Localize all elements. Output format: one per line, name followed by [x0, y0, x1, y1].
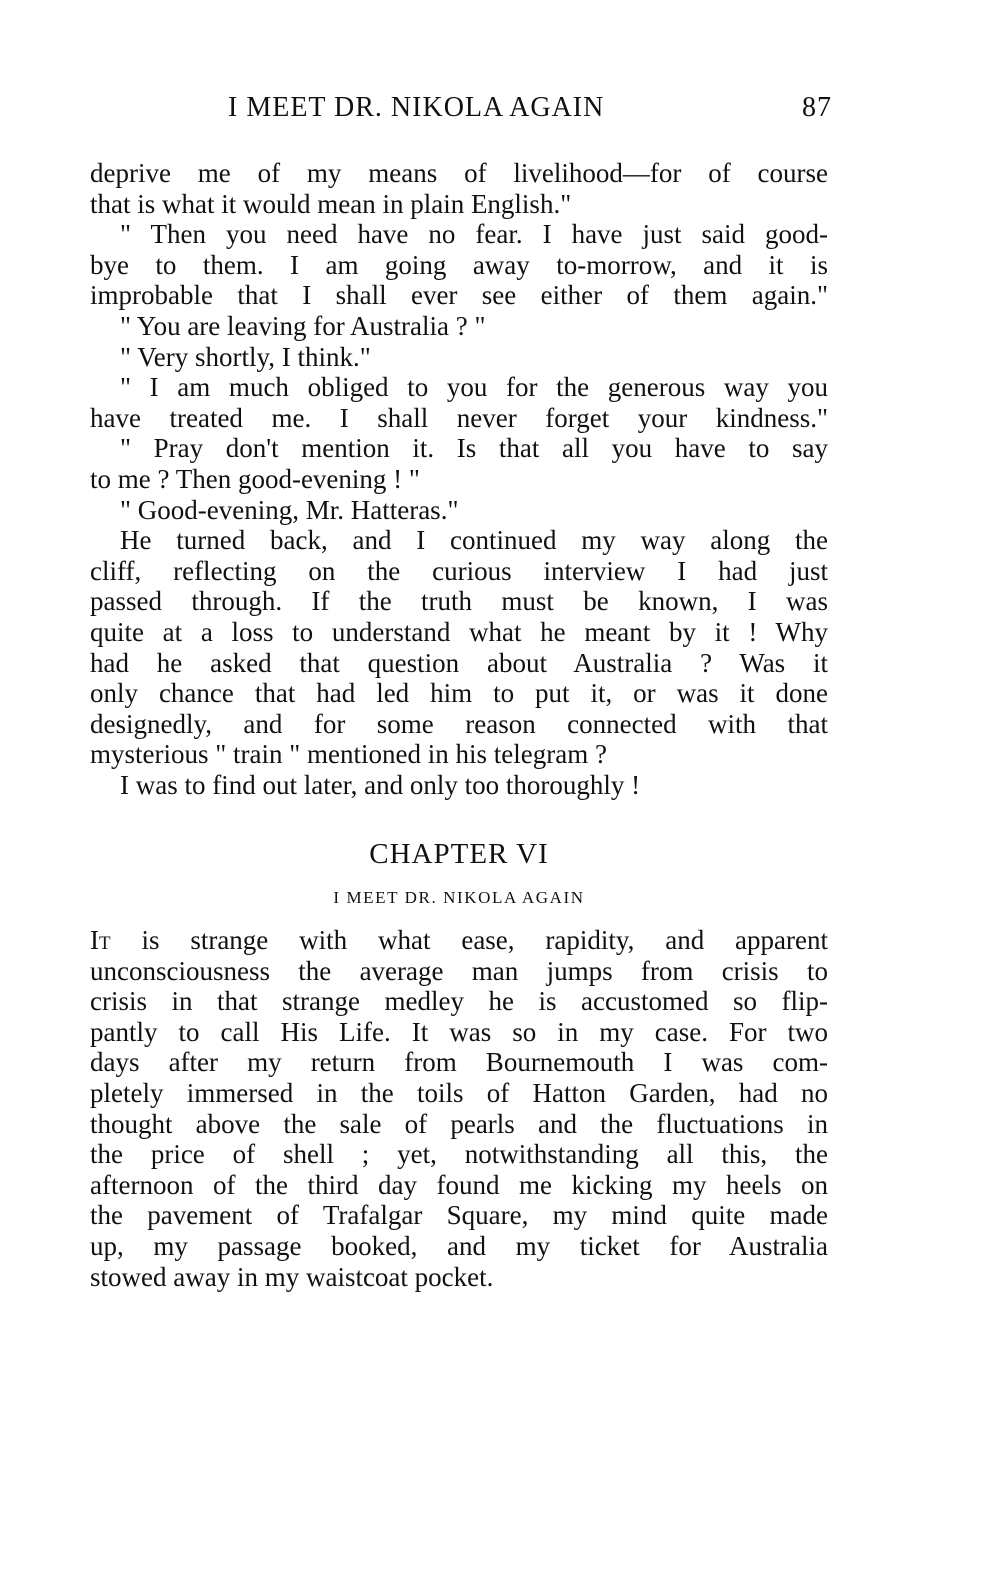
chapter-subtitle: I MEET DR. NIKOLA AGAIN — [333, 888, 585, 907]
text-line: I was to find out later, and only too thoroughly ! — [120, 769, 641, 800]
text-line: " Good-evening, Mr. Hatteras." — [120, 494, 459, 525]
text-line: to me ? Then good-evening ! " — [90, 463, 420, 494]
text-line: bye to them. I am going away to-morrow, and it is — [90, 249, 828, 280]
text-line: designedly, and for some reason connected with that — [90, 708, 828, 739]
text-line: unconsciousness the average man jumps from crisis to — [90, 955, 828, 986]
chapter-first-line-rest: is strange with what ease, rapidity, and apparent — [110, 925, 828, 955]
text-line: mysterious " train " mentioned in his telegram ? — [90, 739, 607, 770]
text-line: the price of shell ; yet, notwithstanding all this, the — [90, 1139, 828, 1170]
text-line: have treated me. I shall never forget your kindness." — [90, 402, 828, 433]
text-line: improbable that I shall ever see either of them again." — [90, 280, 828, 311]
running-head — [90, 92, 832, 132]
text-line: days after my return from Bournemouth I was com- — [90, 1047, 828, 1078]
text-line: He turned back, and I continued my way along the — [120, 525, 828, 556]
text-line: deprive me of my means of livelihood—for of course — [90, 158, 828, 188]
text-line: had he asked that question about Australia ? Was it — [90, 647, 828, 678]
chapter-text — [90, 925, 828, 1292]
text-line: up, my passage booked, and my ticket for Australia — [90, 1230, 828, 1261]
chapter-first-line — [90, 925, 828, 956]
text-line: pantly to call His Life. It was so in my case. For two — [90, 1016, 828, 1047]
text-line: " Then you need have no fear. I have just said good- — [120, 219, 828, 250]
running-title: I MEET DR. NIKOLA AGAIN — [228, 92, 605, 123]
chapter-heading: CHAPTER VI — [369, 838, 549, 870]
text-line: only chance that had led him to put it, or was it done — [90, 678, 828, 709]
text-line: " Very shortly, I think." — [120, 341, 371, 372]
body-text — [90, 158, 828, 800]
text-line: cliff, reflecting on the curious interview I had just — [90, 555, 828, 586]
text-line: thought above the sale of pearls and the fluctuations in — [90, 1108, 828, 1139]
text-line: " Pray don't mention it. Is that all you have to say — [120, 433, 828, 464]
page-number: 87 — [802, 92, 832, 123]
text-line: stowed away in my waistcoat pocket. — [90, 1261, 494, 1292]
text-line: crisis in that strange medley he is accustomed so flip- — [90, 986, 828, 1017]
text-line: that is what it would mean in plain English." — [90, 188, 572, 219]
text-line: quite at a loss to understand what he meant by it ! Why — [90, 616, 828, 647]
text-line: " I am much obliged to you for the generous way you — [120, 372, 828, 403]
text-line: pletely immersed in the toils of Hatton Garden, had no — [90, 1077, 828, 1108]
text-line: afternoon of the third day found me kicking my heels on — [90, 1169, 828, 1200]
text-line: passed through. If the truth must be known, I was — [90, 586, 828, 617]
chapter-opening-word: It — [90, 925, 111, 955]
text-line: " You are leaving for Australia ? " — [120, 310, 486, 341]
text-line: the pavement of Trafalgar Square, my mind quite made — [90, 1200, 828, 1231]
